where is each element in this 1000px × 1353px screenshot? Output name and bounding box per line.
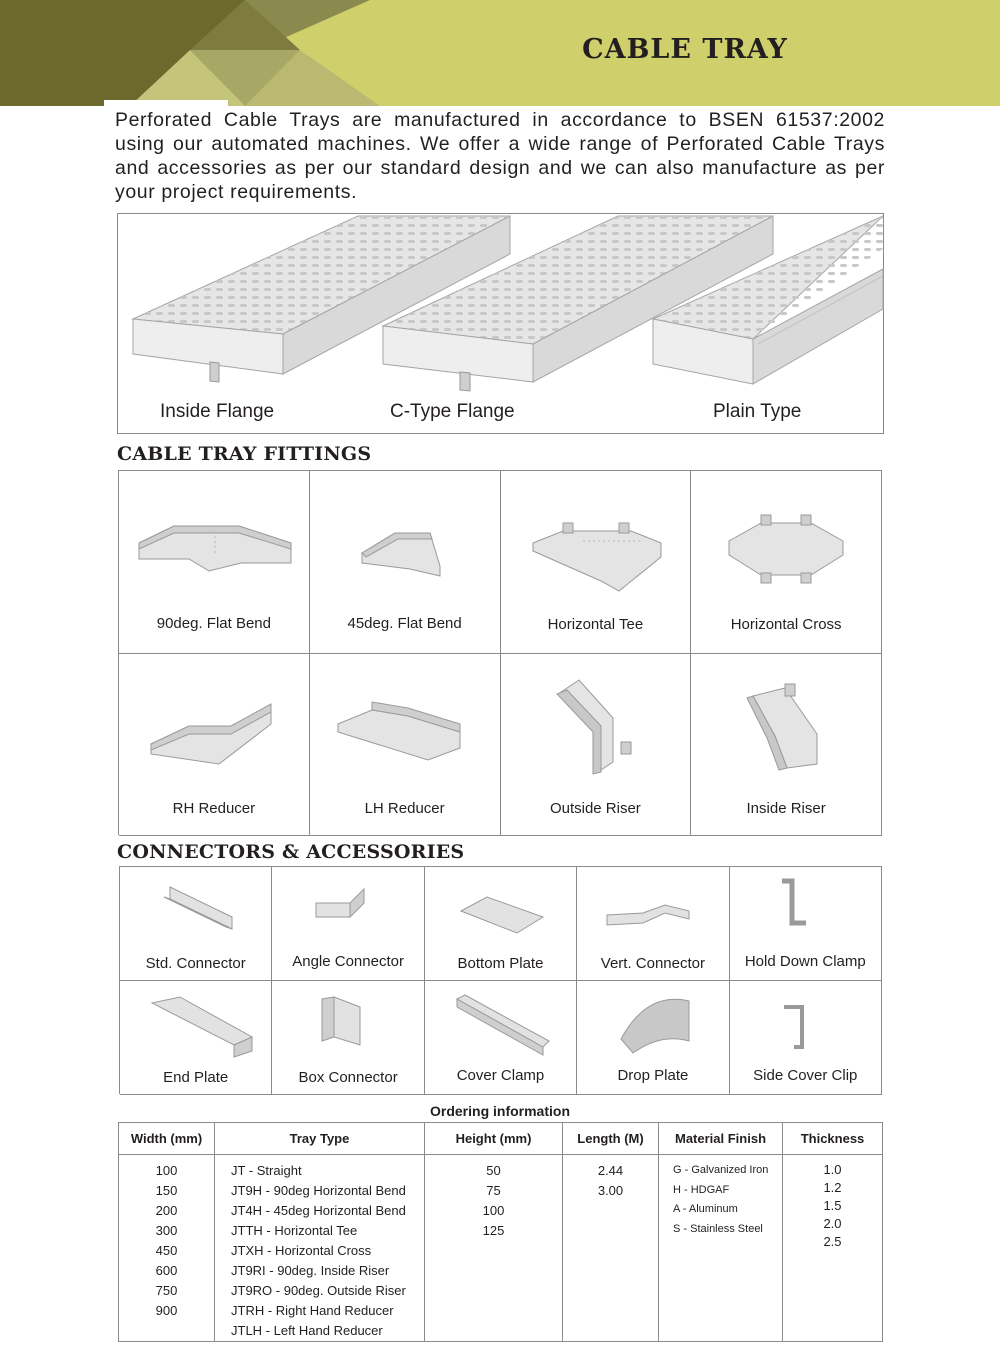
horizontal-cross-icon bbox=[691, 471, 881, 601]
list-item: 450 bbox=[155, 1243, 178, 1258]
cover-clamp-icon bbox=[425, 981, 577, 1067]
list-item: JTLH - Left Hand Reducer bbox=[231, 1323, 383, 1338]
tray-types-list bbox=[231, 1161, 424, 1341]
heights-list bbox=[425, 1161, 562, 1241]
accessory-label: Std. Connector bbox=[145, 955, 246, 972]
angle-connector-icon bbox=[272, 867, 424, 953]
list-item: 750 bbox=[155, 1283, 178, 1298]
list-item: JT9RI - 90deg. Inside Riser bbox=[231, 1263, 390, 1278]
fitting-cell bbox=[310, 471, 501, 654]
lengths-list bbox=[563, 1161, 658, 1201]
fittings-grid bbox=[118, 470, 882, 835]
list-item: 600 bbox=[155, 1263, 178, 1278]
box-connector-icon bbox=[272, 981, 424, 1067]
list-item: JT9H - 90deg Horizontal Bend bbox=[231, 1183, 406, 1198]
accessory-cell bbox=[425, 867, 577, 981]
list-item: 125 bbox=[482, 1223, 505, 1238]
fitting-cell bbox=[310, 654, 501, 836]
header-thickness: Thickness bbox=[783, 1123, 883, 1155]
page-title: CABLE TRAY bbox=[582, 34, 788, 65]
accessory-cell bbox=[272, 867, 424, 981]
fitting-cell bbox=[691, 471, 882, 654]
bottom-plate-icon bbox=[425, 867, 577, 953]
tray-label-inside-flange: Inside Flange bbox=[160, 401, 275, 422]
end-plate-icon bbox=[120, 981, 272, 1067]
list-item: 200 bbox=[155, 1203, 178, 1218]
list-item: 3.00 bbox=[597, 1183, 624, 1198]
list-item: G - Galvanized Iron bbox=[673, 1164, 769, 1176]
list-item: 2.0 bbox=[823, 1216, 842, 1231]
list-item: JT - Straight bbox=[231, 1163, 302, 1178]
tray-label-c-type-flange: C-Type Flange bbox=[390, 401, 515, 422]
accessories-grid bbox=[119, 866, 882, 1094]
fitting-label: Inside Riser bbox=[746, 800, 826, 817]
fitting-cell bbox=[119, 654, 310, 836]
list-item: 75 bbox=[486, 1183, 501, 1198]
inside-riser-icon bbox=[691, 654, 881, 784]
header-width: Width (mm) bbox=[119, 1123, 215, 1155]
accessory-label: End Plate bbox=[163, 1069, 229, 1086]
accessory-label: Bottom Plate bbox=[457, 955, 544, 972]
flat-bend-90-icon bbox=[119, 471, 309, 601]
header-band bbox=[0, 0, 1000, 106]
list-item: 300 bbox=[155, 1223, 178, 1238]
ordering-title: Ordering information bbox=[430, 1103, 570, 1119]
horizontal-tee-icon bbox=[501, 471, 691, 601]
list-item: JTXH - Horizontal Cross bbox=[231, 1243, 372, 1258]
thickness-cell bbox=[783, 1155, 883, 1342]
fitting-cell bbox=[119, 471, 310, 654]
list-item: 1.5 bbox=[823, 1198, 842, 1213]
accessory-cell bbox=[577, 981, 729, 1095]
widths-cell bbox=[119, 1155, 215, 1342]
accessory-cell bbox=[120, 981, 272, 1095]
list-item: H - HDGAF bbox=[673, 1183, 730, 1196]
header-material-finish: Material Finish bbox=[659, 1123, 783, 1155]
side-cover-clip-icon bbox=[730, 981, 882, 1067]
tray-label-plain-type: Plain Type bbox=[713, 401, 802, 422]
fitting-cell bbox=[691, 654, 882, 836]
header-height: Height (mm) bbox=[425, 1123, 563, 1155]
list-item: JT9RO - 90deg. Outside Riser bbox=[231, 1283, 406, 1298]
lh-reducer-icon bbox=[310, 654, 500, 784]
list-item: 2.44 bbox=[597, 1163, 624, 1178]
accessory-label: Vert. Connector bbox=[600, 955, 705, 972]
rh-reducer-icon bbox=[119, 654, 309, 784]
finishes-list bbox=[673, 1161, 782, 1239]
list-item: 50 bbox=[486, 1163, 501, 1178]
hold-down-clamp-icon bbox=[730, 867, 882, 953]
fitting-cell bbox=[501, 654, 692, 836]
header-length: Length (M) bbox=[563, 1123, 659, 1155]
lengths-cell bbox=[563, 1155, 659, 1342]
fitting-label: Outside Riser bbox=[549, 800, 641, 817]
list-item: 100 bbox=[482, 1203, 505, 1218]
accessory-label: Hold Down Clamp bbox=[744, 953, 866, 970]
heights-cell bbox=[425, 1155, 563, 1342]
fitting-label: Horizontal Tee bbox=[547, 616, 644, 633]
list-item: JTRH - Right Hand Reducer bbox=[231, 1303, 394, 1318]
thickness-list bbox=[783, 1161, 882, 1251]
accessory-label: Angle Connector bbox=[292, 953, 404, 970]
fitting-label: RH Reducer bbox=[172, 800, 256, 817]
list-item: 1.0 bbox=[823, 1162, 842, 1177]
intro-paragraph: Perforated Cable Trays are manufactured in accordance to BSEN 61537:2002 using our automated machines. We offer a wide range of Perforated Cable Trays and accessories as per our standard design and we can also manufacture as per your project requirements. bbox=[115, 109, 885, 203]
accessory-cell bbox=[425, 981, 577, 1095]
ordering-table bbox=[118, 1122, 883, 1342]
list-item: 900 bbox=[155, 1303, 178, 1318]
accessory-cell bbox=[730, 867, 882, 981]
accessory-label: Cover Clamp bbox=[456, 1067, 545, 1084]
fitting-label: LH Reducer bbox=[364, 800, 445, 817]
accessory-label: Drop Plate bbox=[617, 1067, 689, 1084]
std-connector-icon bbox=[120, 867, 272, 953]
fitting-cell bbox=[501, 471, 692, 654]
flat-bend-45-icon bbox=[310, 471, 500, 601]
accessory-cell bbox=[120, 867, 272, 981]
widths-list bbox=[119, 1161, 214, 1321]
accessory-label: Box Connector bbox=[298, 1069, 398, 1086]
list-item: JT4H - 45deg Horizontal Bend bbox=[231, 1203, 406, 1218]
list-item: 1.2 bbox=[823, 1180, 842, 1195]
fitting-label: Horizontal Cross bbox=[730, 616, 842, 633]
tray-types-panel bbox=[117, 213, 884, 434]
outside-riser-icon bbox=[501, 654, 691, 784]
list-item: 2.5 bbox=[823, 1234, 842, 1249]
list-item: A - Aluminum bbox=[673, 1203, 738, 1215]
list-item: JTTH - Horizontal Tee bbox=[231, 1223, 358, 1238]
tray-types-cell bbox=[215, 1155, 425, 1342]
accessory-cell bbox=[577, 867, 729, 981]
list-item: S - Stainless Steel bbox=[673, 1222, 763, 1235]
list-item: 150 bbox=[155, 1183, 178, 1198]
fitting-label: 45deg. Flat Bend bbox=[347, 615, 462, 632]
drop-plate-icon bbox=[577, 981, 729, 1067]
triangle-pattern-icon bbox=[0, 0, 380, 106]
accessories-heading: CONNECTORS & ACCESSORIES bbox=[117, 841, 465, 863]
finishes-cell bbox=[659, 1155, 783, 1342]
accessory-cell bbox=[730, 981, 882, 1095]
vert-connector-icon bbox=[577, 867, 729, 953]
fitting-label: 90deg. Flat Bend bbox=[156, 615, 271, 632]
accessory-label: Side Cover Clip bbox=[753, 1067, 858, 1084]
list-item: 100 bbox=[155, 1163, 178, 1178]
fittings-heading: CABLE TRAY FITTINGS bbox=[117, 443, 372, 465]
accessory-cell bbox=[272, 981, 424, 1095]
header-tray-type: Tray Type bbox=[215, 1123, 425, 1155]
